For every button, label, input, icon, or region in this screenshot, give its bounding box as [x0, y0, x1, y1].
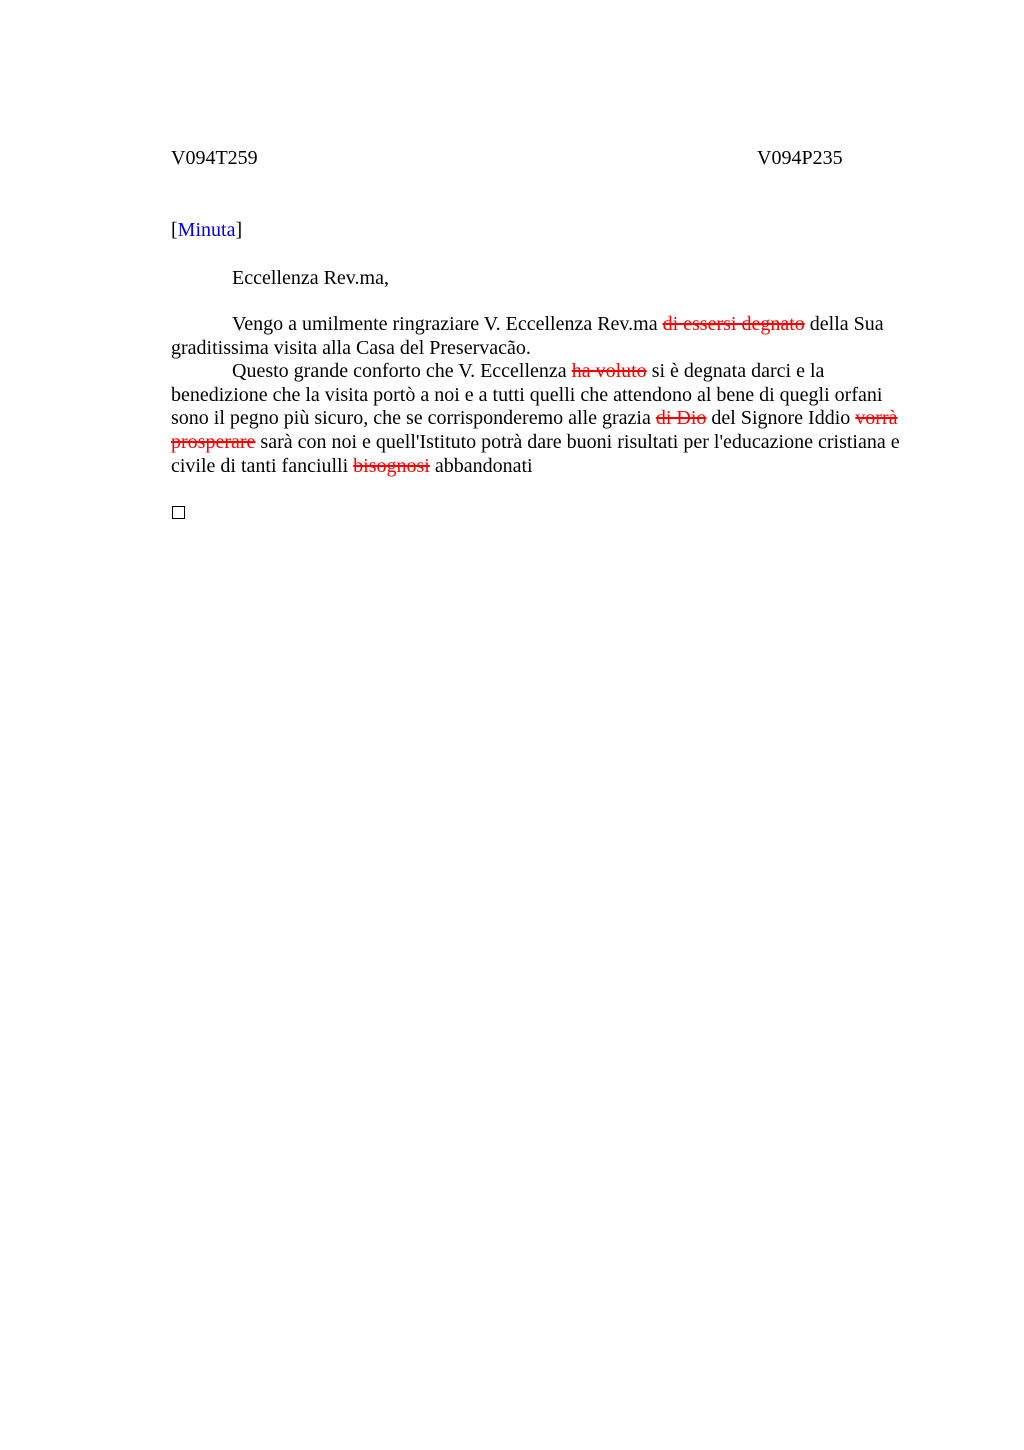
paragraph-1-line-2: graditissima visita alla Casa del Preservacão. [171, 336, 531, 359]
deleted-text: di Dio [655, 407, 707, 430]
bracket-close: ] [235, 219, 243, 241]
empty-square-icon [172, 506, 185, 519]
salutation: Eccellenza Rev.ma, [232, 267, 389, 289]
paragraph-2-line-2: benedizione che la visita portò a noi e a tutti quelli che attendono al bene di quegli orfani [171, 383, 883, 406]
paragraph-2-line-4 [171, 431, 927, 455]
deleted-text: di essersi degnato [662, 313, 805, 335]
volume-page-code: V094P235 [757, 147, 843, 169]
deleted-text: ha voluto [571, 360, 647, 383]
paragraph-2-line-3 [171, 407, 927, 431]
text-run: sarà con noi e quell'Istituto potrà dare buoni risultati per l'educazione cristiana e [255, 430, 900, 453]
text-run: della Sua [804, 313, 884, 335]
text-run: Questo grande conforto che V. Eccellenza [232, 360, 572, 383]
document-type [171, 218, 242, 242]
text-run: sono il pegno più sicuro, che se corrisponderemo alle grazia [171, 407, 656, 430]
bracket-open: [ [171, 219, 178, 241]
deleted-text: bisognosi [353, 454, 430, 477]
text-run: si è degnata darci e la [646, 360, 825, 383]
text-run: del Signore Iddio [706, 407, 856, 430]
volume-text-code: V094T259 [171, 147, 258, 169]
document-type-link[interactable]: Minuta [177, 219, 236, 241]
text-run: abbandonati [429, 454, 533, 477]
paragraph-2-line-1 [171, 360, 927, 384]
paragraph-2-line-5 [171, 455, 927, 479]
deleted-text: prosperare [171, 430, 256, 453]
paragraph-1-line-1 [171, 313, 927, 337]
text-run: civile di tanti fanciulli [171, 454, 354, 477]
text-run: Vengo a umilmente ringraziare V. Eccellenza Rev.ma [232, 313, 663, 335]
deleted-text: vorrà [855, 407, 898, 430]
letter-body [171, 313, 927, 478]
